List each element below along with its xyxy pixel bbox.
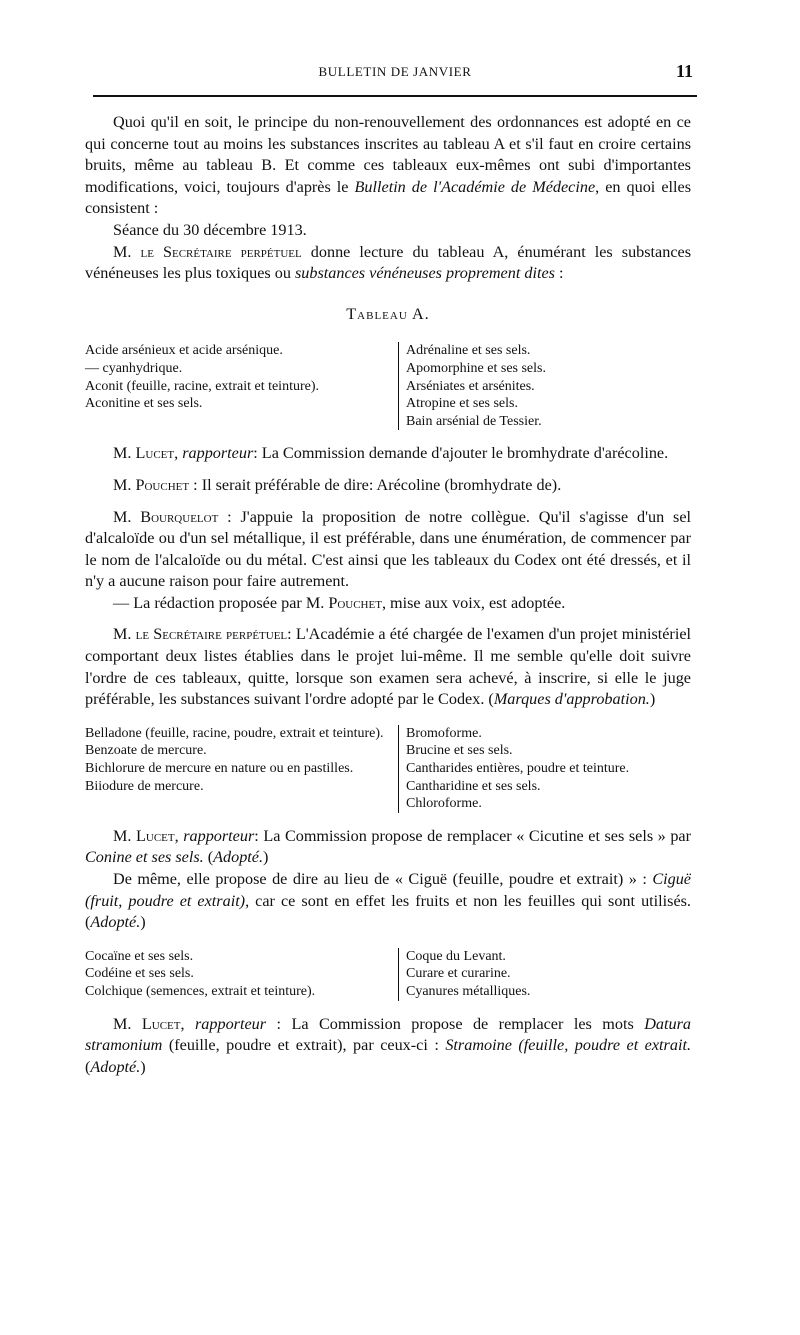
paragraph-vote: [85, 593, 691, 615]
paragraph-secretaire-1: [85, 242, 691, 285]
substance-list-3: [85, 948, 691, 1001]
speaker-role: rapporteur: [184, 1014, 267, 1033]
text-span: : La Commission propose de remplacer « Cicutine et ses sels » par: [254, 826, 691, 845]
list-item: Codéine et ses sels.: [85, 966, 194, 982]
text-span: : J'appuie la proposition de notre collègue. Qu'il s'agisse d'un sel d'alcaloïde ou d'un sel métallique, il est préférable, dans une énumération, de commencer par le nom de l'alcaloïde ou du métal. C'est ainsi que les tableaux du Codex ont été dressés, et il n'y a aucune raison pour faire autrement.: [85, 507, 692, 591]
paragraph-pouchet: [85, 475, 691, 497]
text-span: ): [263, 848, 269, 867]
seance-date: Séance du 30 décembre 1913.: [113, 220, 307, 239]
list-column-left: [85, 342, 398, 430]
paragraph-lucet-3: [85, 1014, 691, 1079]
text-span: ): [649, 690, 656, 709]
speaker-name: M. le Secrétaire perpétuel: [113, 242, 302, 261]
italic-span: Adopté.: [213, 848, 264, 867]
list-item: Curare et curarine.: [406, 966, 511, 982]
text-span: : La Commission demande d'ajouter le bromhydrate d'arécoline.: [253, 444, 669, 463]
list-item: Aconitine et ses sels.: [85, 396, 203, 412]
list-item: Bromoforme.: [406, 725, 482, 741]
list-item: Atropine et ses sels.: [406, 396, 518, 412]
italic-span: Stramoine (feuille, poudre et extrait.: [445, 1036, 691, 1055]
italic-span: Ciguë (fruit, poudre et extrait): [85, 870, 691, 910]
list-column-right: [398, 948, 691, 1001]
page-number: 11: [675, 61, 693, 81]
body-text: [85, 112, 691, 1078]
paragraph-lucet-1: [85, 443, 691, 465]
italic-span: Datura stramonium: [85, 1014, 691, 1055]
italic-span: Adopté.: [90, 913, 141, 932]
substance-list-1: [85, 342, 691, 430]
text-span: — La rédaction proposée par M.: [113, 593, 329, 612]
italic-span: Adopté.: [90, 1057, 141, 1076]
list-item: Biiodure de mercure.: [85, 778, 204, 794]
italic-span: substances vénéneuses proprement dites: [294, 264, 555, 283]
list-item: — cyanhydrique.: [85, 360, 183, 376]
text-span: , car ce sont en effet les fruits et non les feuilles qui sont utilisés. (: [85, 891, 691, 932]
speaker-role: rapporteur: [178, 444, 254, 463]
text-span: (: [85, 1057, 91, 1076]
speaker-name: M. Bourquelot: [113, 507, 219, 526]
paragraph-intro: [85, 112, 691, 220]
list-item: Bichlorure de mercure en nature ou en pastilles.: [85, 761, 354, 777]
substance-list-2: [85, 725, 691, 813]
speaker-name: M. Lucet,: [113, 444, 179, 463]
paragraph-secretaire-2: [85, 624, 691, 710]
paragraph-cigue: [85, 869, 691, 934]
text-span: ): [140, 1057, 146, 1076]
list-column-right: [398, 725, 691, 813]
text-span: De même, elle propose de dire au lieu de « Ciguë (feuille, poudre et extrait) » :: [113, 870, 653, 888]
list-item: Cyanures métalliques.: [406, 983, 531, 999]
list-item: Cantharidine et ses sels.: [406, 778, 541, 794]
speaker-role: rapporteur: [178, 826, 255, 845]
table-title: Tableau A.: [346, 304, 430, 323]
list-item: Cocaïne et ses sels.: [85, 948, 194, 964]
page-header: [93, 62, 697, 84]
header-rule: [93, 95, 697, 97]
list-item: Chloroforme.: [406, 796, 482, 812]
text-span: (feuille, poudre et extrait), par ceux-ci :: [162, 1036, 446, 1055]
list-column-right: [398, 342, 691, 430]
list-item: Colchique (semences, extrait et teinture).: [85, 983, 316, 999]
text-span: : L'Académie a été chargée de l'examen d'un projet ministériel comportant deux listes établies dans le projet lui-même. Il me semble qu'elle doit suivre l'ordre de ces tableaux, quitte, lorsque son examen sera achevé, à inscrire, si elle le juge préférable, les substances suivant l'ordre adopté par le Codex. (: [85, 625, 691, 709]
list-item: Acide arsénieux et acide arsénique.: [85, 343, 283, 359]
list-item: Coque du Levant.: [406, 948, 506, 964]
list-item: Bain arsénial de Tessier.: [406, 413, 542, 429]
text-span: : Il serait préférable de dire: Arécoline (bromhydrate de).: [189, 475, 562, 494]
list-column-left: [85, 948, 398, 1001]
source-title: Bulletin de l'Académie de Médecine: [354, 177, 596, 196]
italic-span: Marques d'approbation.: [493, 690, 650, 709]
list-item: Brucine et ses sels.: [406, 743, 513, 759]
list-item: Aconit (feuille, racine, extrait et teinture).: [85, 378, 320, 394]
text-span: ): [140, 913, 146, 932]
speaker-name: Pouchet: [328, 593, 382, 612]
speaker-name: M. Lucet,: [113, 826, 179, 845]
list-item: Adrénaline et ses sels.: [406, 343, 531, 359]
speaker-name: M. Lucet,: [113, 1014, 185, 1033]
speaker-name: M. Pouchet: [113, 475, 190, 494]
text-span: , en quoi elles consistent :: [85, 177, 691, 218]
list-column-left: [85, 725, 398, 813]
text-span: : La Commission propose de remplacer les mots: [266, 1014, 645, 1033]
list-item: Cantharides entières, poudre et teinture.: [406, 761, 630, 777]
text-span: (: [203, 848, 214, 867]
list-item: Belladone (feuille, racine, poudre, extrait et teinture).: [85, 725, 384, 741]
text-span: Quoi qu'il en soit, le principe du non-renouvellement des ordonnances est adopté en ce qui concerne tout au moins les substances inscrites au tableau A et s'il faut en croire certains bruits, même au tableau B. Et comme ces tableaux eux-mêmes ont subi d'importantes modifications, voici, toujours d'après le: [85, 113, 691, 196]
text-span: , mise aux voix, est adoptée.: [381, 593, 566, 612]
text-span: donne lecture du tableau A, énumérant les substances vénéneuses les plus toxiques ou: [85, 242, 692, 283]
speaker-name: M. le Secrétaire perpétuel: [113, 625, 288, 644]
list-item: Apomorphine et ses sels.: [406, 360, 546, 376]
italic-span: Conine et ses sels.: [85, 848, 204, 867]
paragraph-bourquelot: [85, 507, 691, 593]
text-span: :: [554, 264, 564, 283]
list-item: Benzoate de mercure.: [85, 743, 207, 759]
running-title: BULLETIN DE JANVIER: [318, 64, 472, 79]
list-item: Arséniates et arsénites.: [406, 378, 535, 394]
paragraph-lucet-2: [85, 826, 691, 869]
